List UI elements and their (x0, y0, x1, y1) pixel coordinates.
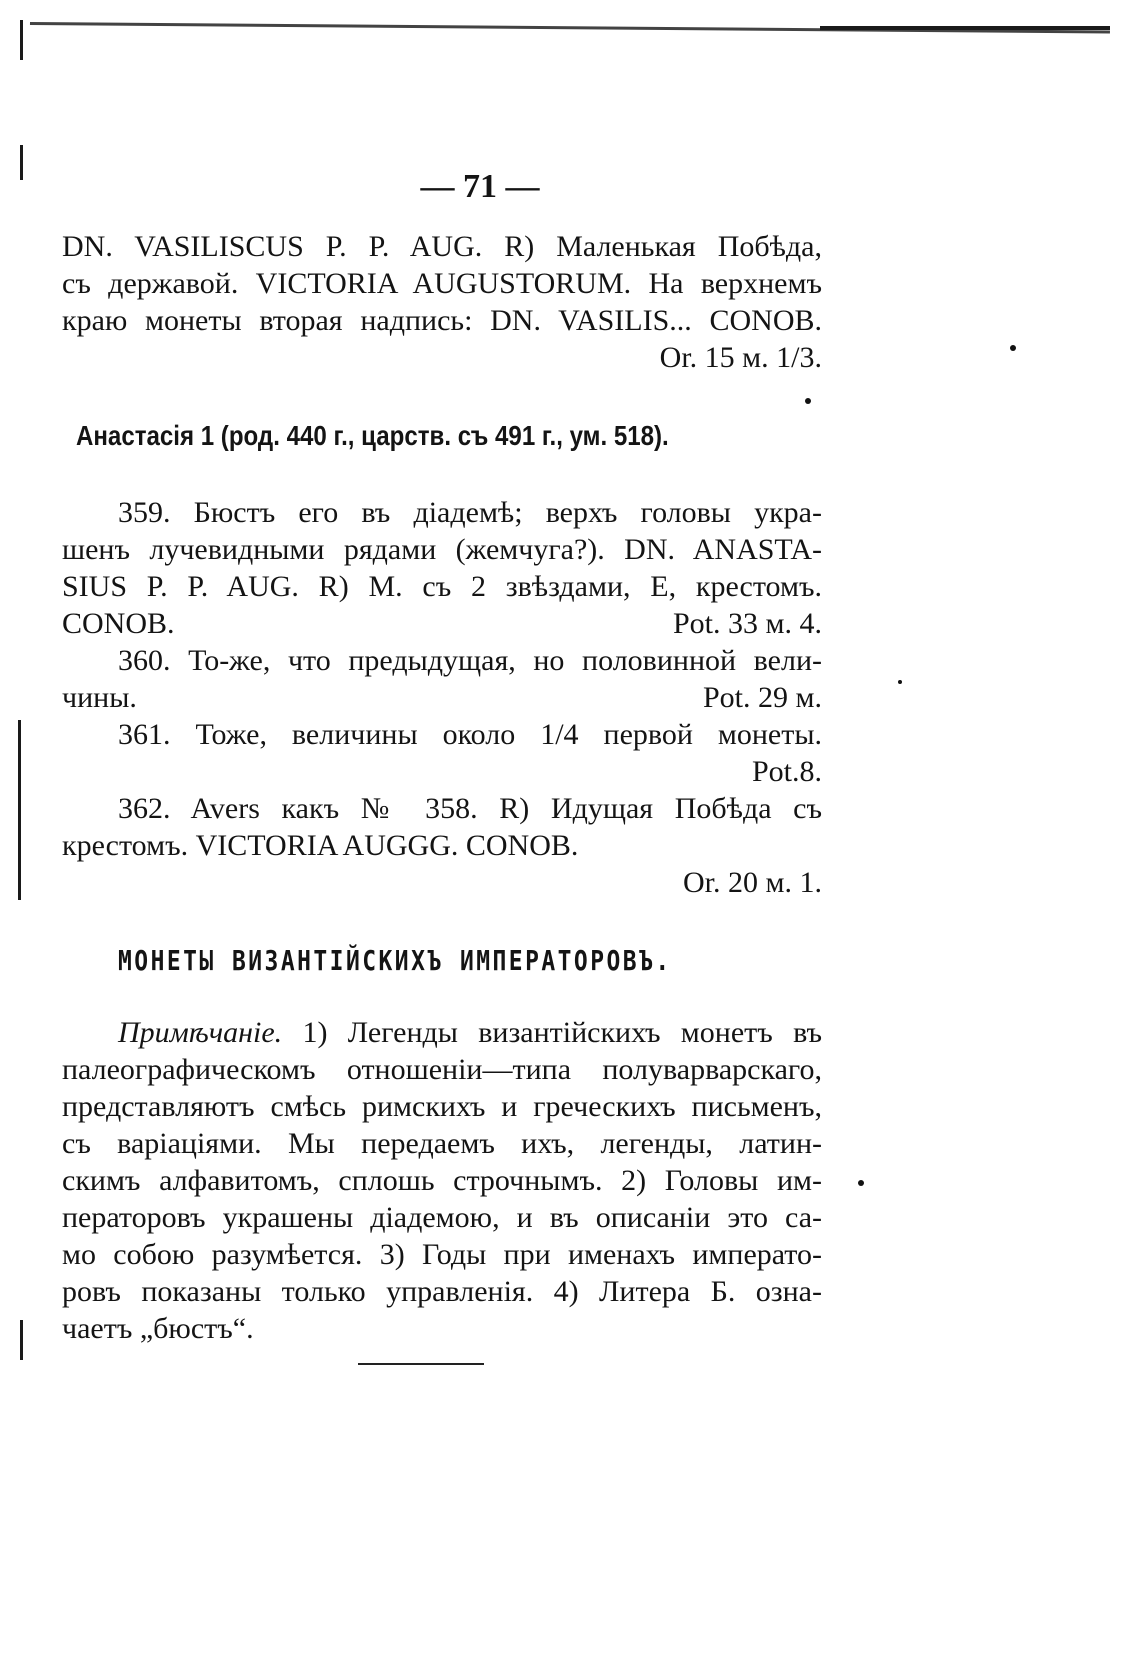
weight-note: Or. 20 м. 1. (683, 866, 822, 899)
note-line: палеографическомъ отношеніи—типа полуварварскаго, (62, 1053, 822, 1086)
ruler-heading: Анастасія 1 (род. 440 г., царств. съ 491 г., ум. 518). (76, 420, 669, 451)
note-line: скимъ алфавитомъ, сплошь строчнымъ. 2) Головы им- (62, 1164, 822, 1197)
note-line: ператоровъ украшены діадемою, и въ описаніи это са- (62, 1201, 822, 1234)
scan-edge-mark (20, 20, 23, 60)
note-line: представляютъ смѣсь римскихъ и греческихъ письменъ, (62, 1090, 822, 1123)
coin-entries-block (62, 494, 822, 901)
note-line: съ варіаціями. Мы передаемъ ихъ, легенды, латин- (62, 1127, 822, 1160)
entry-text: CONOB. (62, 607, 175, 640)
note-line (62, 1014, 822, 1051)
note-line: ровъ показаны только управленія. 4) Литера Б. озна- (62, 1275, 822, 1308)
scan-speck (858, 1180, 864, 1186)
note-label: Примѣчаніе. (118, 1016, 283, 1049)
scan-edge-mark (20, 1320, 23, 1360)
weight-note: Or. 15 м. 1/3. (659, 341, 822, 374)
scan-speck (898, 680, 902, 684)
entry-line (62, 679, 822, 716)
note-line: мо собою разумѣется. 3) Годы при именахъ императо- (62, 1238, 822, 1271)
entry-line: 359. Бюстъ его въ діадемѣ; верхъ головы укра- (118, 496, 822, 529)
note-block (62, 1014, 822, 1347)
entry-line: 360. То-же, что предыдущая, но половинной вели- (118, 644, 822, 677)
note-line: чаетъ „бюстъ“. (62, 1312, 254, 1345)
section-title: МОНЕТЫ ВИЗАНТІЙСКИХЪ ИМПЕРАТОРОВЪ. (118, 944, 672, 977)
entry-line: крестомъ. VICTORIA AUGGG. CONOB. (62, 829, 579, 862)
entry-line: SIUS P. P. AUG. R) М. съ 2 звѣздами, Е, крестомъ. (62, 570, 822, 603)
entry-line: 362. Avers какъ № 358. R) Идущая Побѣда съ (118, 792, 822, 825)
entry-line (62, 605, 822, 642)
weight-note: Pot.8. (751, 755, 822, 788)
entry-text: чины. (62, 681, 137, 714)
text-line: съ державой. VICTORIA AUGUSTORUM. На верхнемъ (62, 267, 822, 300)
top-entry-block (62, 228, 822, 376)
entry-line: шенъ лучевидными рядами (жемчуга?). DN. ANASTA- (62, 533, 822, 566)
note-text: 1) Легенды византійскихъ монетъ въ (282, 1016, 822, 1049)
weight-note: Pot. 29 м. (702, 681, 822, 714)
weight-note: Pot. 33 м. 4. (672, 607, 822, 640)
text-line: DN. VASILISCUS P. P. AUG. R) Маленькая Побѣда, (62, 230, 822, 263)
scan-top-rule-thick (820, 26, 1110, 30)
closing-rule (358, 1363, 484, 1365)
text-line: краю монеты вторая надпись: DN. VASILIS... CONOB. (62, 304, 822, 337)
scan-speck (1010, 345, 1016, 351)
scan-edge-mark (18, 720, 21, 900)
scan-speck (805, 398, 811, 404)
entry-line: 361. Тоже, величины около 1/4 первой монеты. (118, 718, 822, 751)
page-number: — 71 — (420, 168, 540, 205)
